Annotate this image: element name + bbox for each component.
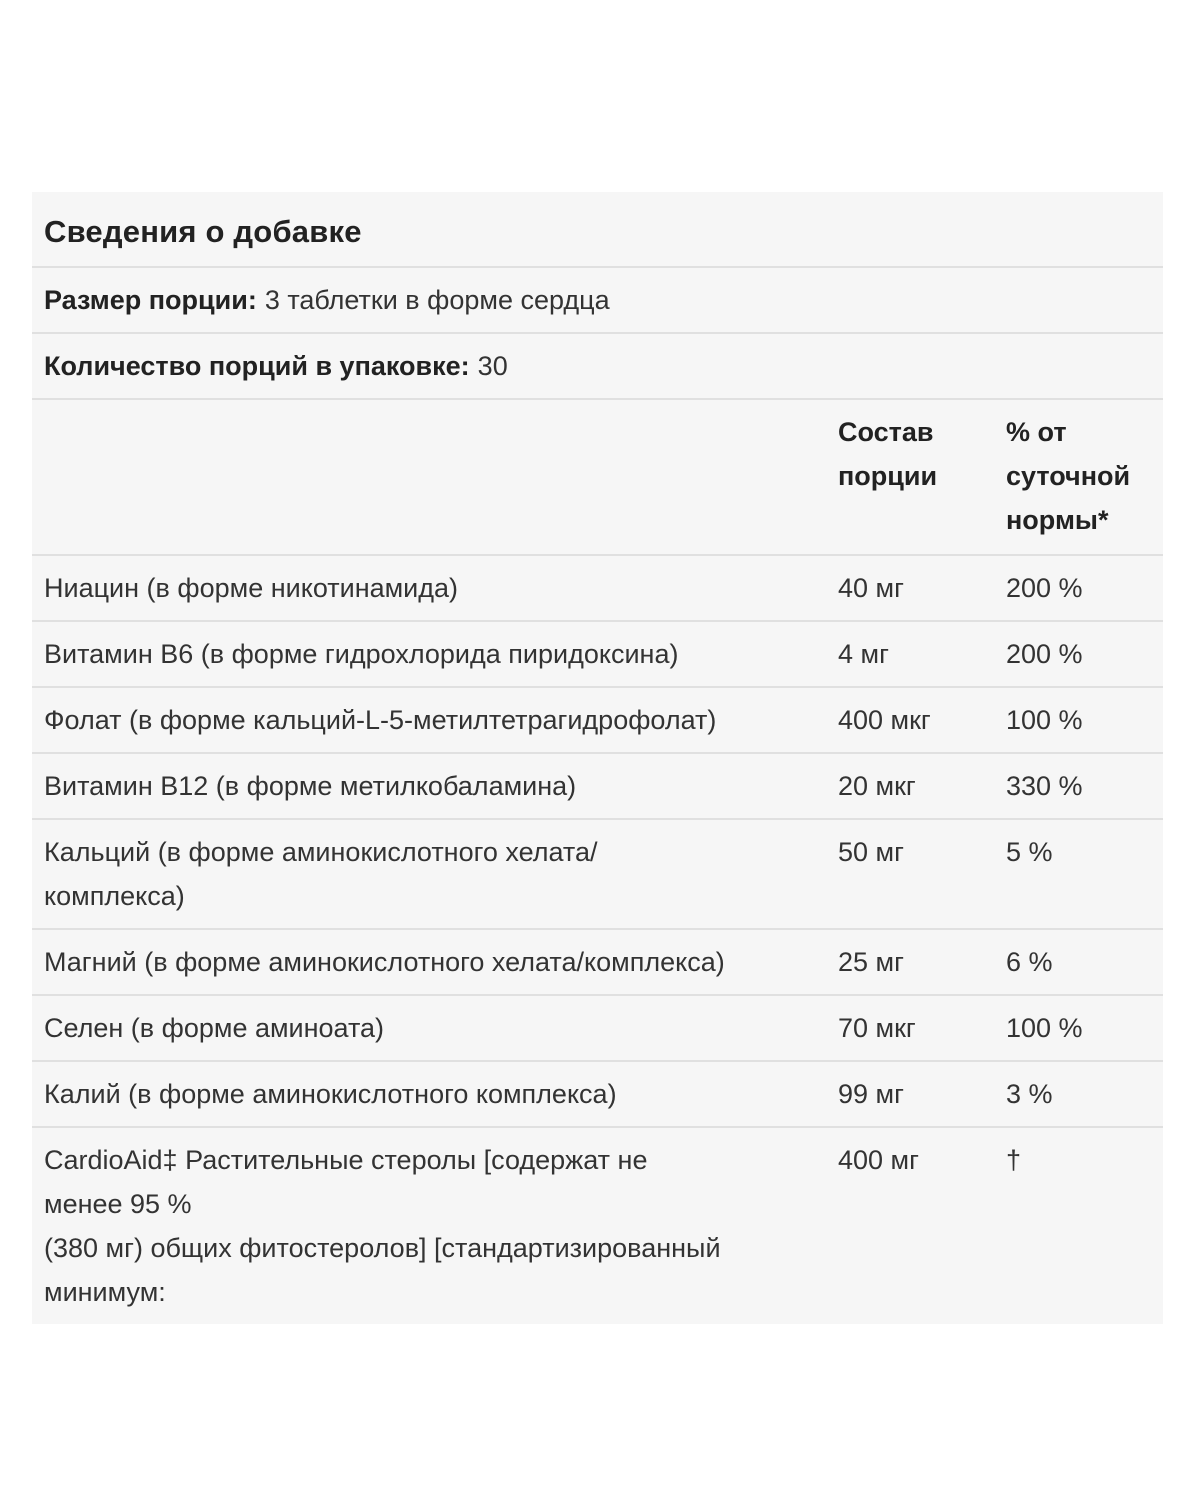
ingredient-amount: 4 мг <box>838 639 889 669</box>
ingredient-amount: 50 мг <box>838 837 904 867</box>
ingredient-amount: 25 мг <box>838 947 904 977</box>
serving-size-label: Размер порции: <box>44 284 257 315</box>
table-row <box>32 820 1163 930</box>
ingredient-name-line: (380 мг) общих фитостеролов] [стандартизированный <box>44 1233 721 1263</box>
ingredient-amount: 400 мг <box>838 1145 919 1175</box>
ingredient-name-line: менее 95 % <box>44 1189 192 1219</box>
ingredient-name: Калий (в форме аминокислотного комплекса) <box>44 1079 617 1109</box>
ingredient-daily-value: 200 % <box>1006 639 1083 669</box>
table-header-row <box>32 400 1163 556</box>
table-row <box>32 754 1163 820</box>
serving-size-row <box>32 268 1163 334</box>
ingredient-amount: 40 мг <box>838 573 904 603</box>
table-row <box>32 688 1163 754</box>
table-row <box>32 622 1163 688</box>
ingredient-amount: 20 мкг <box>838 771 916 801</box>
ingredient-daily-value: 100 % <box>1006 705 1083 735</box>
table-row <box>32 930 1163 996</box>
ingredient-amount: 400 мкг <box>838 705 931 735</box>
ingredient-daily-value: 3 % <box>1006 1079 1053 1109</box>
ingredient-name-line: Кальций (в форме аминокислотного хелата/ <box>44 837 598 867</box>
ingredient-daily-value: 6 % <box>1006 947 1053 977</box>
header-daily-value <box>994 400 1163 554</box>
ingredient-daily-value: 5 % <box>1006 837 1053 867</box>
serving-size-value: 3 таблетки в форме сердца <box>264 284 610 315</box>
table-row <box>32 1128 1163 1324</box>
servings-per-container-row <box>32 334 1163 400</box>
ingredient-name <box>32 820 826 928</box>
ingredient-name: Витамин B6 (в форме гидрохлорида пиридоксина) <box>44 639 679 669</box>
header-amount-line: порции <box>838 461 938 491</box>
ingredient-amount: 99 мг <box>838 1079 904 1109</box>
header-daily-value-line: суточной <box>1006 461 1131 491</box>
ingredient-name: Селен (в форме аминоата) <box>44 1013 385 1043</box>
panel-title-row <box>32 192 1163 268</box>
ingredient-daily-value: † <box>1006 1145 1022 1175</box>
table-row <box>32 556 1163 622</box>
ingredient-daily-value: 200 % <box>1006 573 1083 603</box>
servings-per-container-label: Количество порций в упаковке: <box>44 350 470 381</box>
ingredient-name-line: минимум: <box>44 1277 166 1307</box>
header-ingredient <box>32 400 826 554</box>
ingredient-name-line: CardioAid‡ Растительные стеролы [содержат не <box>44 1145 648 1175</box>
ingredient-daily-value: 100 % <box>1006 1013 1083 1043</box>
supplement-facts-panel <box>32 192 1163 1324</box>
table-row <box>32 1062 1163 1128</box>
ingredient-name: Витамин B12 (в форме метилкобаламина) <box>44 771 577 801</box>
ingredient-name-line: комплекса) <box>44 881 185 911</box>
ingredient-name: Ниацин (в форме никотинамида) <box>44 573 459 603</box>
panel-title: Сведения о добавке <box>44 214 362 249</box>
ingredient-name <box>32 1128 826 1324</box>
table-row <box>32 996 1163 1062</box>
servings-per-container-value: 30 <box>477 350 508 381</box>
header-daily-value-line: нормы* <box>1006 505 1109 535</box>
ingredient-amount: 70 мкг <box>838 1013 916 1043</box>
header-amount <box>826 400 994 554</box>
header-daily-value-line: % от <box>1006 417 1067 447</box>
ingredient-daily-value: 330 % <box>1006 771 1083 801</box>
ingredient-name: Фолат (в форме кальций-L-5-метилтетрагидрофолат) <box>44 705 717 735</box>
header-amount-line: Состав <box>838 417 934 447</box>
ingredient-name: Магний (в форме аминокислотного хелата/комплекса) <box>44 947 725 977</box>
